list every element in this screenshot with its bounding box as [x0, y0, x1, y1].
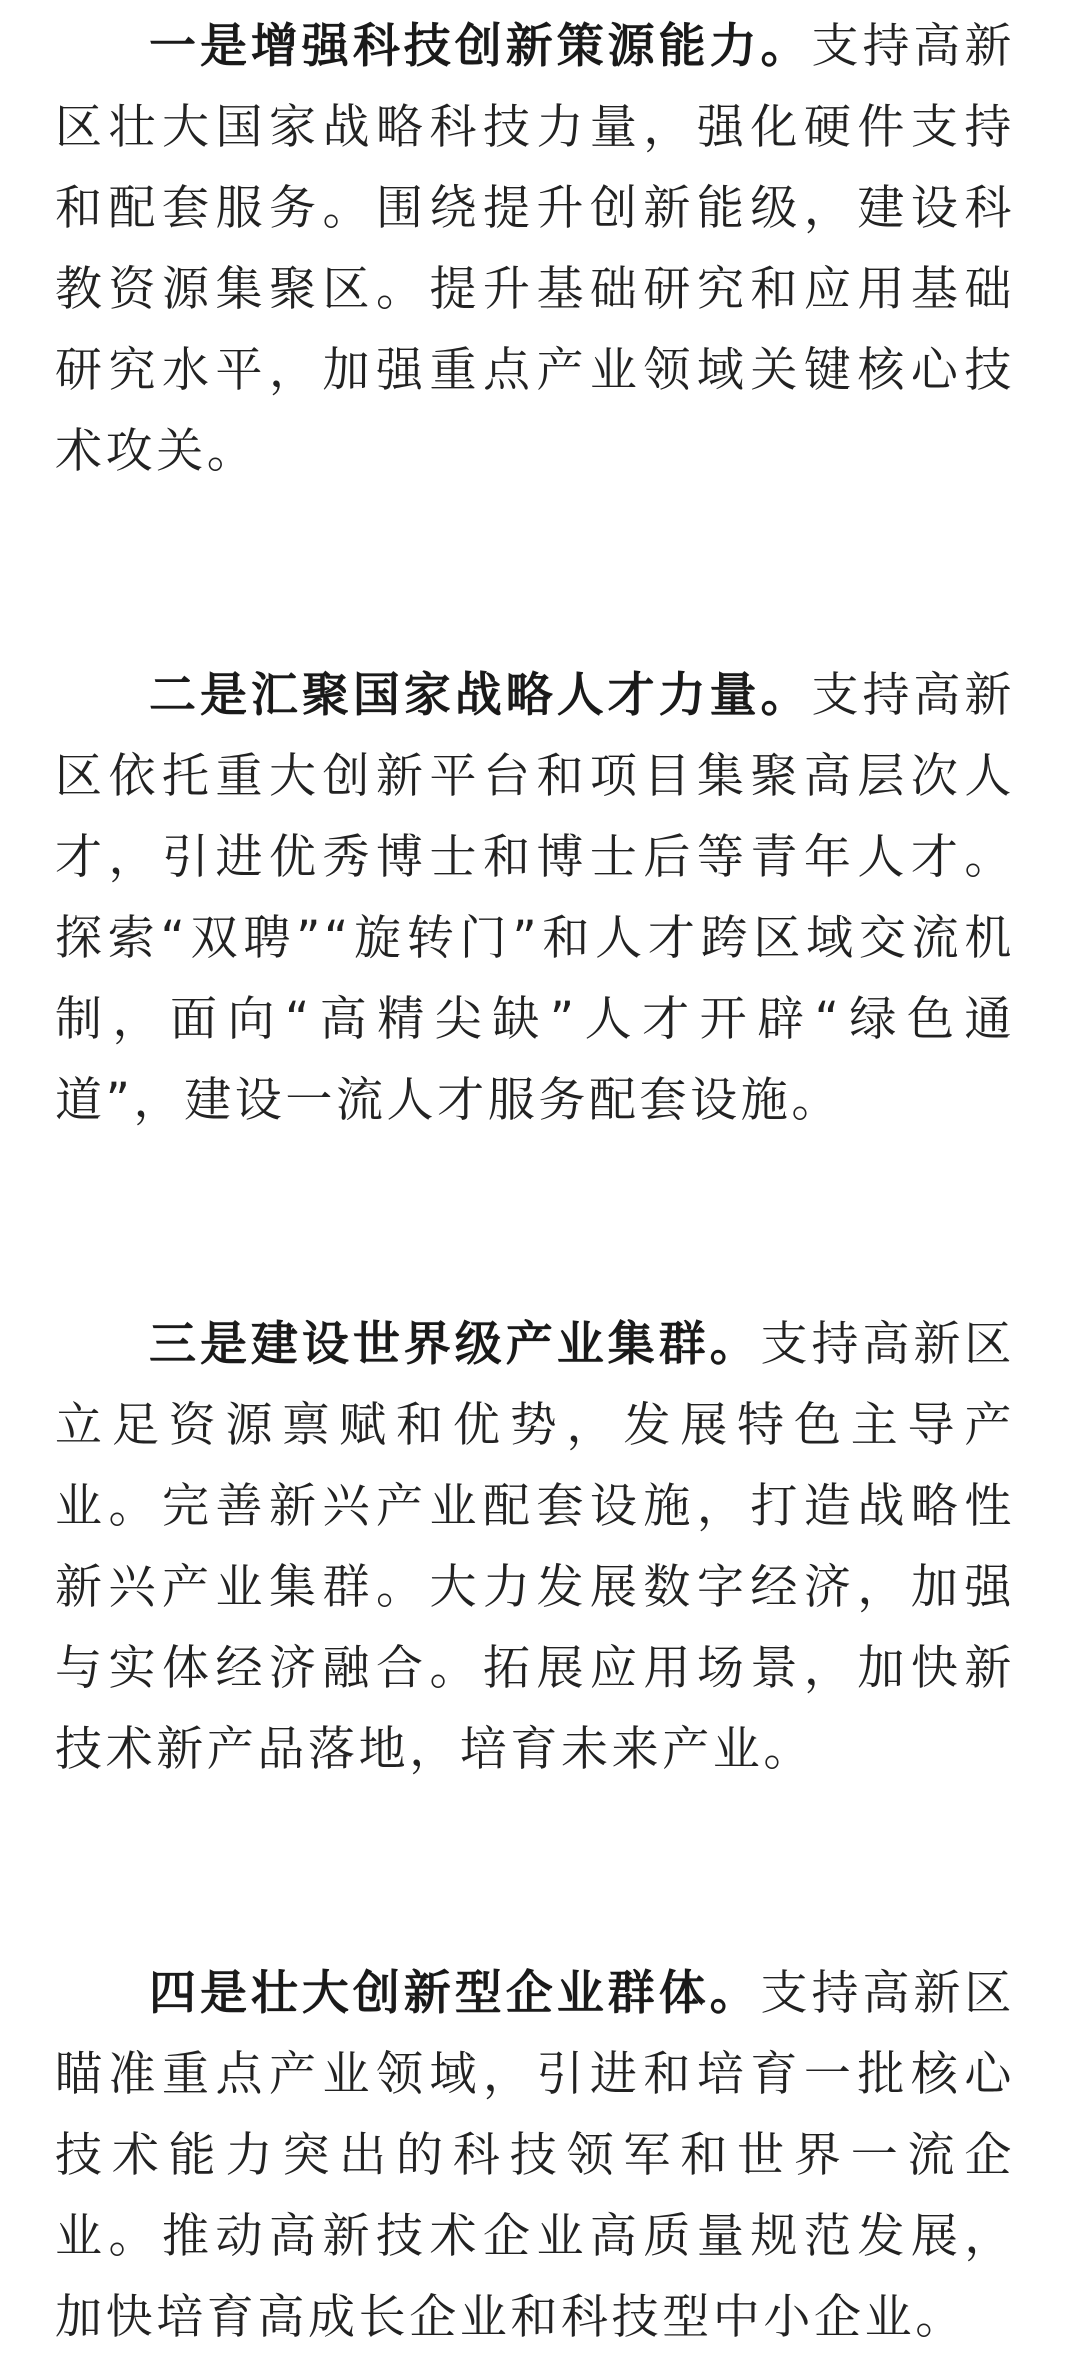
paragraph-enterprise-group: [55, 1953, 1015, 2358]
paragraph-lead: 三是建设世界级产业集群。: [149, 1317, 761, 1372]
paragraph-innovation-source: [55, 6, 1015, 492]
paragraph-lead: 一是增强科技创新策源能力。: [149, 19, 812, 74]
paragraph-text: 支持高新区依托重大创新平台和项目集聚高层次人才，引进优秀博士和博士后等青年人才。探索“双聘”“旋转门”和人才跨区域交流机制，面向“高精尖缺”人才开辟“绿色通道”，建设一流人才服务配套设施。: [55, 668, 1015, 1128]
paragraph-text: 支持高新区立足资源禀赋和优势，发展特色主导产业。完善新兴产业配套设施，打造战略性新兴产业集群。大力发展数字经济，加强与实体经济融合。拓展应用场景，加快新技术新产品落地，培育未来产业。: [55, 1317, 1015, 1777]
article-body: [55, 6, 1015, 2358]
paragraph-text: 支持高新区壮大国家战略科技力量，强化硬件支持和配套服务。围绕提升创新能级，建设科教资源集聚区。提升基础研究和应用基础研究水平，加强重点产业领域关键核心技术攻关。: [55, 19, 1015, 479]
paragraph-industry-cluster: [55, 1304, 1015, 1790]
paragraph-talent: [55, 655, 1015, 1141]
paragraph-lead: 四是壮大创新型企业群体。: [149, 1966, 761, 2021]
paragraph-lead: 二是汇聚国家战略人才力量。: [149, 668, 812, 723]
paragraph-text: 支持高新区瞄准重点产业领域，引进和培育一批核心技术能力突出的科技领军和世界一流企业。推动高新技术企业高质量规范发展，加快培育高成长企业和科技型中小企业。: [55, 1966, 1015, 2345]
